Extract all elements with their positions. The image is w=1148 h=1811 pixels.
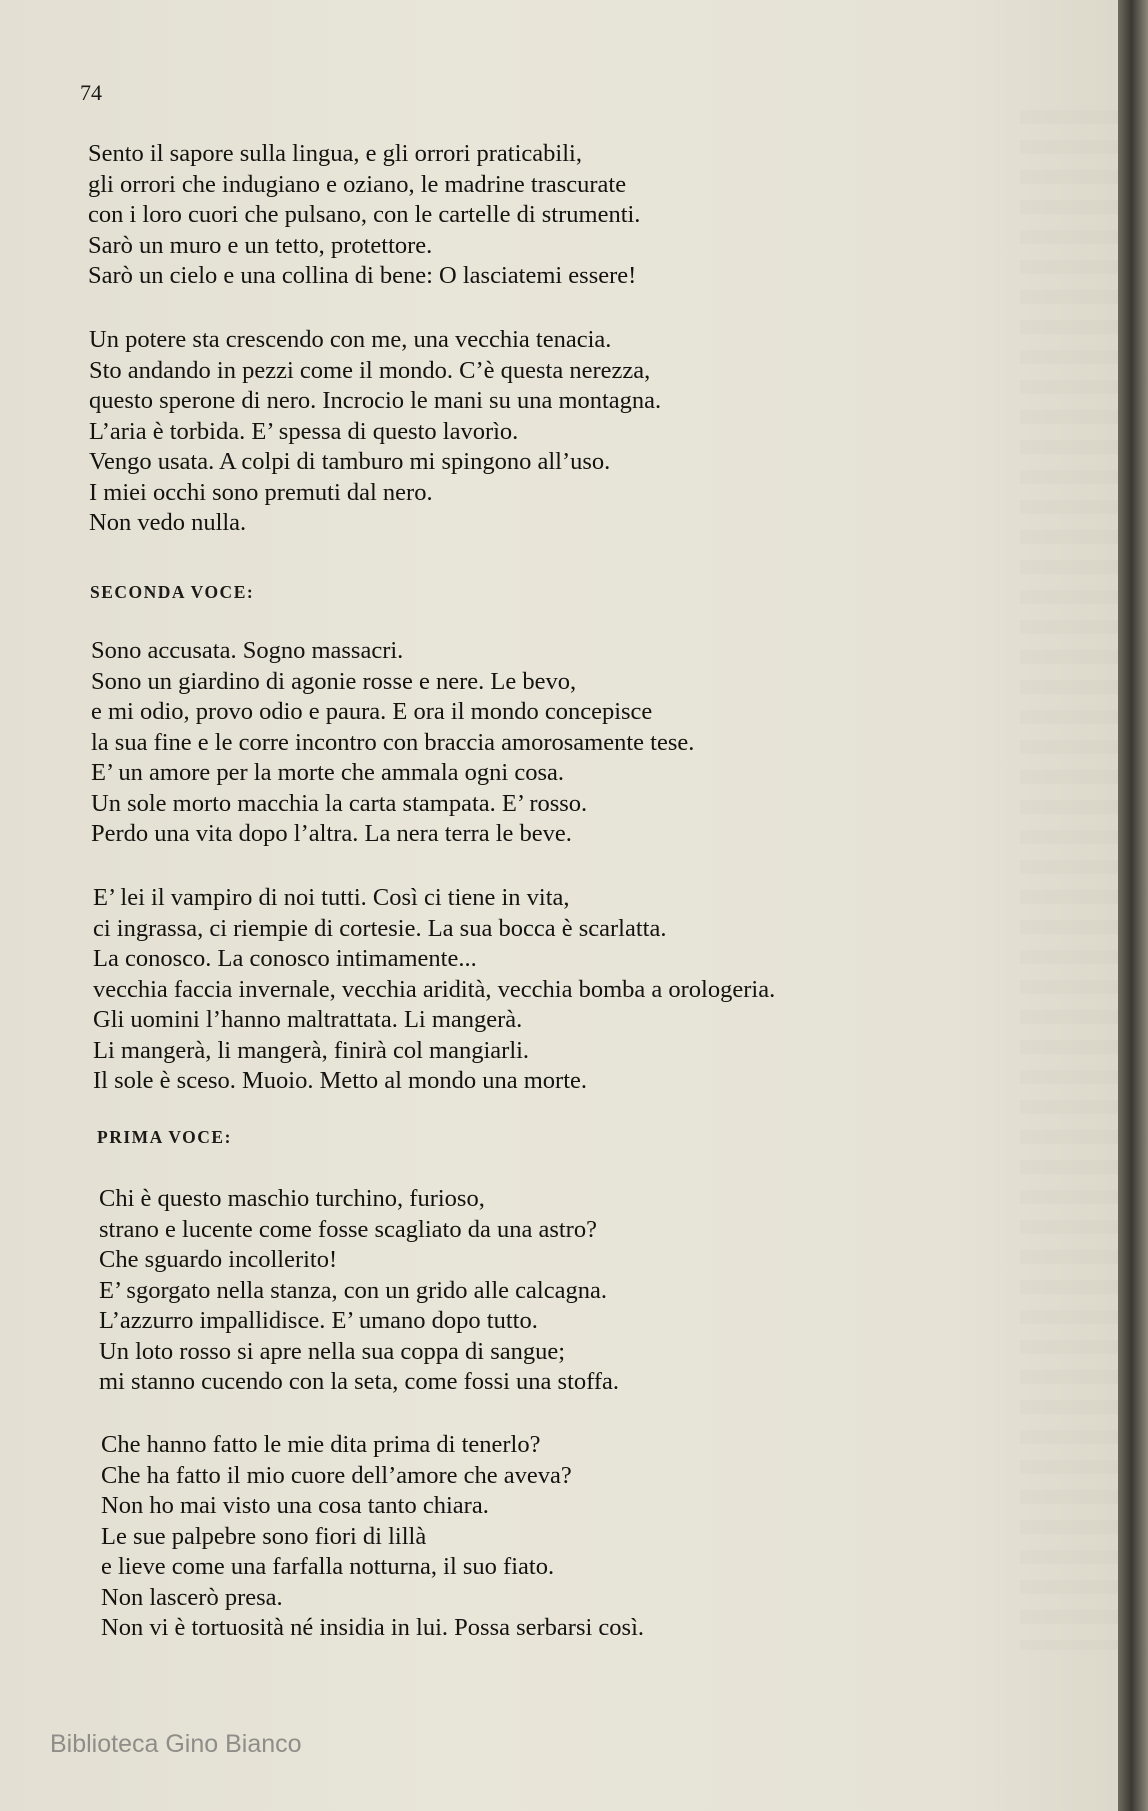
- verse-line: Il sole è sceso. Muoio. Metto al mondo una morte.: [93, 1067, 587, 1094]
- verse-line: Non lascerò presa.: [101, 1583, 283, 1611]
- verse-line: Un sole morto macchia la carta stampata. E’ rosso.: [91, 789, 588, 817]
- stanza-1: [88, 139, 640, 292]
- stanza-2: [89, 325, 661, 539]
- verse-line: Che sguardo incollerito!: [99, 1246, 338, 1273]
- verse-line: Perdo una vita dopo l’altra. La nera terra le beve.: [91, 820, 572, 847]
- verse-line: L’azzurro impallidisce. E’ umano dopo tutto.: [99, 1307, 538, 1334]
- stanza-5: [99, 1184, 619, 1398]
- verse-line: Li mangerà, li mangerà, finirà col mangiarli.: [93, 1036, 530, 1064]
- verse-line: strano e lucente come fosse scagliato da una astro?: [99, 1215, 597, 1243]
- verse-line: Gli uomini l’hanno maltrattata. Li mangerà.: [93, 1006, 523, 1033]
- verse-line: Sarò un cielo e una collina di bene: O lasciatemi essere!: [88, 262, 637, 289]
- verse-line: I miei occhi sono premuti dal nero.: [89, 478, 433, 506]
- verse-line: Sarò un muro e un tetto, protettore.: [88, 231, 433, 259]
- verse-line: Un loto rosso si apre nella sua coppa di sangue;: [99, 1337, 566, 1365]
- verse-line: Sto andando in pezzi come il mondo. C’è questa nerezza,: [89, 356, 651, 384]
- verse-line: L’aria è torbida. E’ spessa di questo lavorìo.: [89, 417, 519, 445]
- verse-line: e mi odio, provo odio e paura. E ora il mondo concepisce: [91, 698, 653, 725]
- verse-line: E’ un amore per la morte che ammala ogni cosa.: [91, 759, 565, 786]
- verse-line: gli orrori che indugiano e oziano, le madrine trascurate: [88, 170, 627, 198]
- verse-line: Vengo usata. A colpi di tamburo mi spingono all’uso.: [89, 448, 611, 475]
- verse-line: questo sperone di nero. Incrocio le mani su una montagna.: [89, 387, 662, 414]
- verse-line: Che hanno fatto le mie dita prima di tenerlo?: [101, 1431, 541, 1458]
- page-number: 74: [80, 80, 102, 105]
- verse-line: Sono accusata. Sogno massacri.: [91, 637, 404, 664]
- stanza-4: [93, 883, 775, 1097]
- verse-line: Sento il sapore sulla lingua, e gli orrori praticabili,: [88, 140, 582, 167]
- verse-line: Non vedo nulla.: [89, 509, 247, 536]
- speaker-seconda-voce: SECONDA VOCE:: [90, 582, 255, 602]
- verse-line: La conosco. La conosco intimamente...: [93, 945, 477, 972]
- stanza-6: [101, 1430, 644, 1644]
- verse-line: con i loro cuori che pulsano, con le cartelle di strumenti.: [88, 201, 641, 228]
- verse-line: Chi è questo maschio turchino, furioso,: [99, 1185, 485, 1212]
- book-spine-edge: [1118, 0, 1148, 1811]
- bleed-through-text: [1020, 110, 1118, 1650]
- verse-line: vecchia faccia invernale, vecchia aridità, vecchia bomba a orologeria.: [93, 975, 776, 1003]
- verse-line: Non ho mai visto una cosa tanto chiara.: [101, 1492, 489, 1519]
- verse-line: Le sue palpebre sono fiori di lillà: [101, 1522, 427, 1550]
- verse-line: mi stanno cucendo con la seta, come fossi una stoffa.: [99, 1368, 620, 1395]
- verse-line: ci ingrassa, ci riempie di cortesie. La sua bocca è scarlatta.: [93, 914, 667, 942]
- verse-line: Che ha fatto il mio cuore dell’amore che aveva?: [101, 1461, 572, 1489]
- stanza-3: [91, 636, 694, 850]
- verse-line: E’ sgorgato nella stanza, con un grido alle calcagna.: [99, 1276, 607, 1304]
- library-watermark: Biblioteca Gino Bianco: [50, 1730, 302, 1758]
- verse-line: Un potere sta crescendo con me, una vecchia tenacia.: [89, 326, 612, 353]
- verse-line: la sua fine e le corre incontro con braccia amorosamente tese.: [91, 728, 695, 756]
- verse-line: E’ lei il vampiro di noi tutti. Così ci tiene in vita,: [93, 884, 570, 911]
- verse-line: Sono un giardino di agonie rosse e nere. Le bevo,: [91, 667, 577, 695]
- verse-line: e lieve come una farfalla notturna, il suo fiato.: [101, 1553, 555, 1580]
- speaker-prima-voce: PRIMA VOCE:: [97, 1127, 232, 1147]
- verse-line: Non vi è tortuosità né insidia in lui. Possa serbarsi così.: [101, 1614, 645, 1641]
